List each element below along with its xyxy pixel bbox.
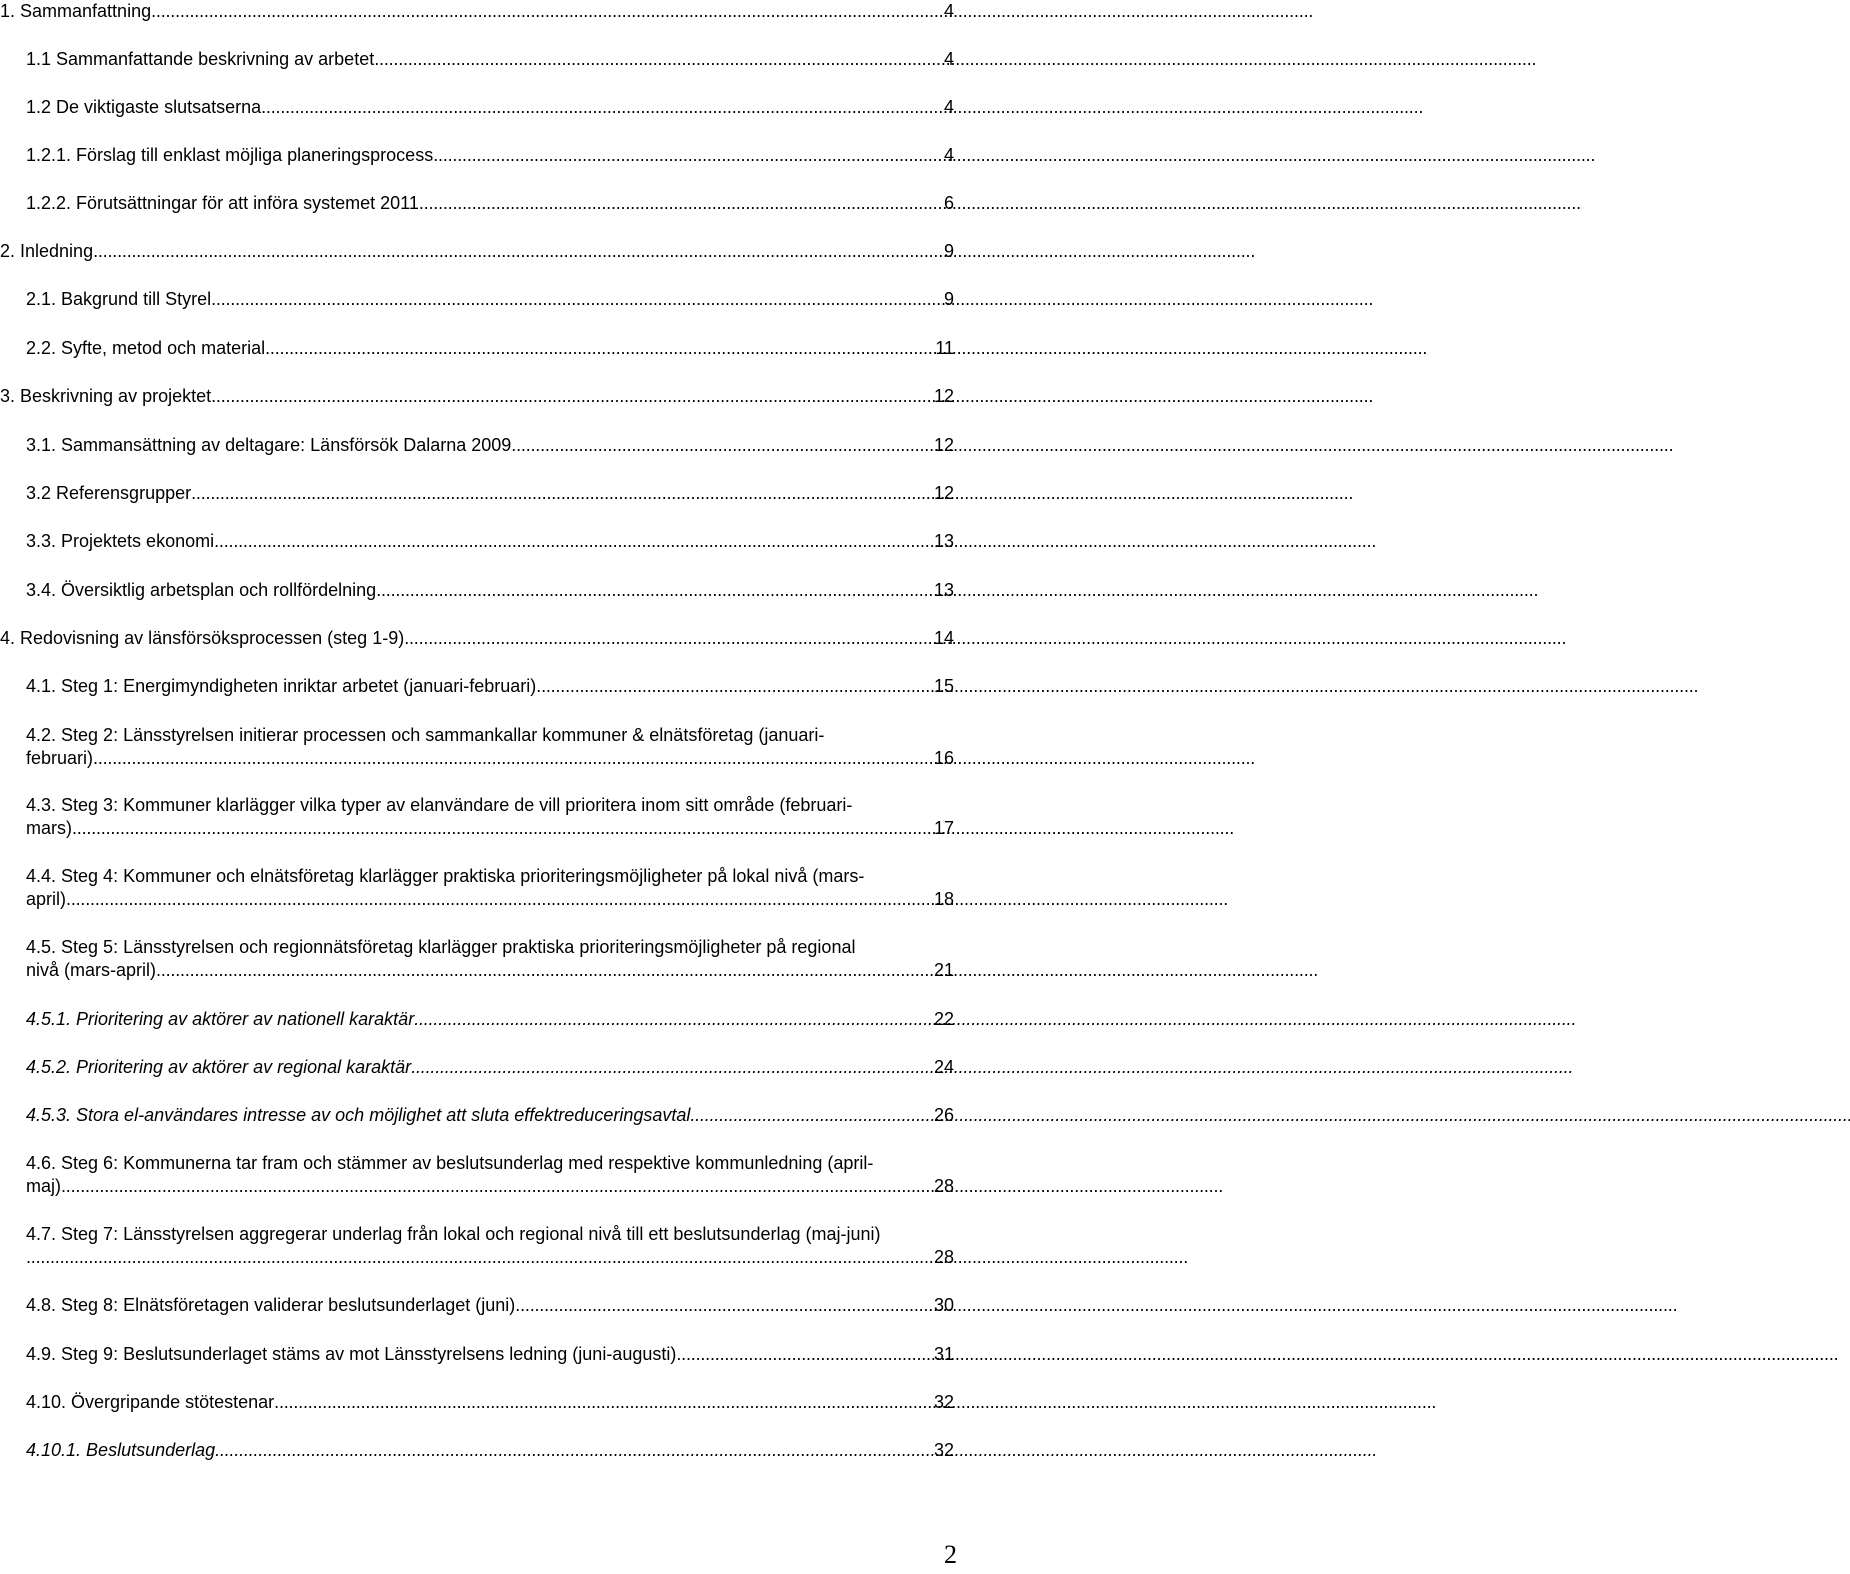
toc-entry[interactable]: 2.2. Syfte, metod och material . . . 11 [26,337,954,360]
toc-page: 4 [943,49,954,69]
toc-page: 24 [933,1057,954,1077]
toc-page: 31 [933,1344,954,1364]
toc-entry[interactable]: 1.2.2. Förutsättningar för att införa systemet 2011 . . . 6 [26,192,954,215]
toc-page: 11 [935,338,954,358]
toc-page: 32 [933,1392,954,1412]
toc-entry[interactable]: 3. Beskrivning av projektet . . . 12 [0,385,954,408]
toc-entry[interactable]: 4.6. Steg 6: Kommunerna tar fram och stämmer av beslutsunderlag med respektive kommunledning (april- maj) . . . 28 [26,1152,954,1198]
toc-page: 6 [943,193,954,213]
page-number: 2 [944,1540,957,1569]
toc-entry[interactable]: 2. Inledning . . . 9 [0,240,954,263]
toc-page: 4 [943,97,954,117]
toc-entry[interactable]: 4.5. Steg 5: Länsstyrelsen och regionnätsföretag klarlägger praktiska prioriteringsmöjligheter på regional nivå (mars-april) . . . 21 [26,936,954,982]
toc-page: 30 [933,1295,954,1315]
toc-entry[interactable]: 1.2.1. Förslag till enklast möjliga planeringsprocess . . . 4 [26,144,954,167]
toc-entry[interactable]: 1.2 De viktigaste slutsatserna . . . 4 [26,96,954,119]
toc-entry[interactable]: 2.1. Bakgrund till Styrel . . . 9 [26,288,954,311]
toc-page: 14 [933,628,954,648]
toc-page: 21 [933,960,954,980]
toc-page: 28 [933,1247,954,1267]
toc-entry[interactable]: 4.10. Övergripande stötestenar . . . 32 [26,1391,954,1414]
toc-entry[interactable]: 4.10.1. Beslutsunderlag . . . 32 [26,1439,954,1462]
toc-entry[interactable]: 4.5.3. Stora el-användares intresse av och möjlighet att sluta effektreduceringsavtal . . . 26 [26,1104,954,1127]
toc-page: 32 [933,1440,954,1460]
toc-entry[interactable]: 4.5.1. Prioritering av aktörer av nationell karaktär . . . 22 [26,1008,954,1031]
toc-page: 15 [933,676,954,696]
toc-page: 22 [933,1009,954,1029]
toc-entry[interactable]: 1.1 Sammanfattande beskrivning av arbetet . . . 4 [26,48,954,71]
toc-page: 13 [933,531,954,551]
toc-entry[interactable]: 3.3. Projektets ekonomi . . . 13 [26,530,954,553]
toc-entry[interactable]: 3.2 Referensgrupper . . . 12 [26,482,954,505]
toc-page: 12 [933,435,954,455]
toc-page: 13 [933,580,954,600]
toc-page: 9 [943,289,954,309]
toc-page: 26 [933,1105,954,1125]
toc-page: 9 [943,241,954,261]
toc-page: 28 [933,1176,954,1196]
toc-entry[interactable]: 4.1. Steg 1: Energimyndigheten inriktar arbetet (januari-februari) . . . 15 [26,675,954,698]
toc-page: 4 [943,145,954,165]
toc-page: 17 [933,818,954,838]
toc-page: 12 [933,483,954,503]
toc-entry[interactable]: 1. Sammanfattning . . . 4 [0,0,954,23]
toc-page: 4 [943,1,954,21]
toc-page: 16 [933,748,954,768]
toc-entry[interactable]: 4.7. Steg 7: Länsstyrelsen aggregerar underlag från lokal och regional nivå till ett beslutsunderlag (maj-juni) . . . 28 [26,1223,954,1269]
toc-entry[interactable]: 4.3. Steg 3: Kommuner klarlägger vilka typer av elanvändare de vill prioritera inom sitt område (februari- mars) . . . 17 [26,794,954,840]
toc-entry[interactable]: 4.4. Steg 4: Kommuner och elnätsföretag klarlägger praktiska prioriteringsmöjligheter på lokal nivå (mars- april) . . . 18 [26,865,954,911]
toc-entry[interactable]: 4.8. Steg 8: Elnätsföretagen validerar beslutsunderlaget (juni) . . . 30 [26,1294,954,1317]
toc-page: 12 [933,386,954,406]
toc-entry[interactable]: 4.5.2. Prioritering av aktörer av regional karaktär . . . 24 [26,1056,954,1079]
toc-entry[interactable]: 3.1. Sammansättning av deltagare: Länsförsök Dalarna 2009 . . . 12 [26,434,954,457]
toc-entry[interactable]: 3.4. Översiktlig arbetsplan och rollfördelning . . . 13 [26,579,954,602]
toc-page: 18 [933,889,954,909]
toc-entry[interactable]: 4. Redovisning av länsförsöksprocessen (steg 1-9) . . . 14 [0,627,954,650]
toc-entry[interactable]: 4.9. Steg 9: Beslutsunderlaget stäms av mot Länsstyrelsens ledning (juni-augusti) . . . 31 [26,1343,954,1366]
toc-entry[interactable]: 4.2. Steg 2: Länsstyrelsen initierar processen och sammankallar kommuner & elnätsföretag (januari- februari) . . . 16 [26,724,954,770]
